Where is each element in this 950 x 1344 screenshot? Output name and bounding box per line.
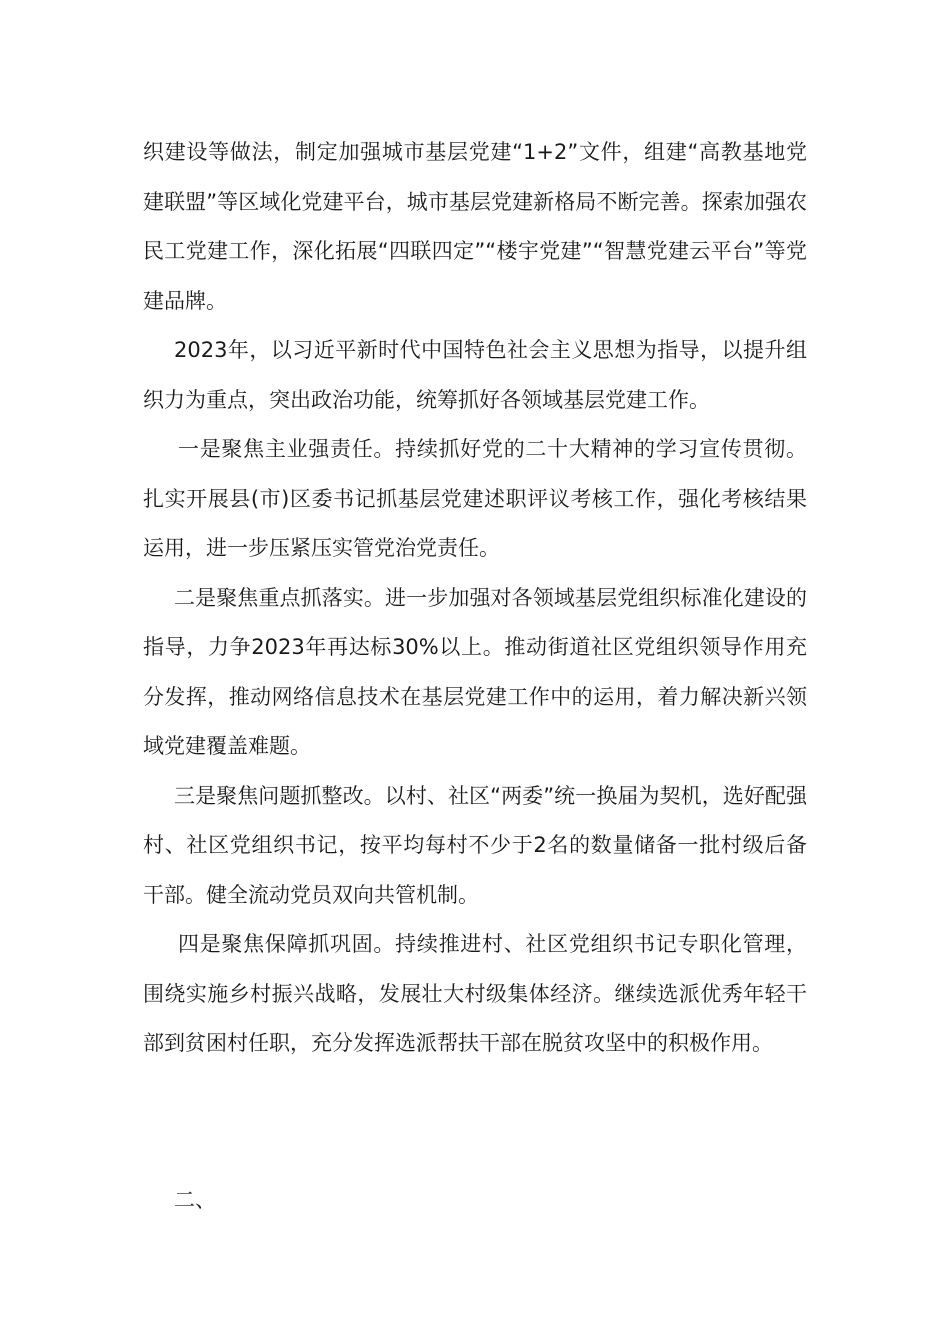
paragraph-point-three: 三是聚焦问题抓整改。以村、社区“两委”统一换届为契机，选好配强村、社区党组织书记，按平均每村不少于2名的数量储备一批村级后备干部。健全流动党员双向共管机制。 (143, 783, 807, 907)
paragraph-continued: 织建设等做法，制定加强城市基层党建“1+2”文件，组建“高教基地党建联盟”等区域化党建平台，城市基层党建新格局不断完善。探索加强农民工党建工作，深化拓展“四联四定”“楼宇党建”“智慧党建云平台”等党建品牌。 (143, 140, 807, 313)
paragraph-point-two: 二是聚焦重点抓落实。进一步加强对各领域基层党组织标准化建设的指导，力争2023年再达标30%以上。推动街道社区党组织领导作用充分发挥，推动网络信息技术在基层党建工作中的运用，着力解决新兴领域党建覆盖难题。 (143, 585, 807, 758)
paragraph-point-one: 一是聚焦主业强责任。持续抓好党的二十大精神的学习宣传贯彻。扎实开展县(市)区委书记抓基层党建述职评议考核工作，强化考核结果运用，进一步压紧压实管党治党责任。 (143, 437, 807, 560)
section-heading: 二、 (174, 1188, 216, 1212)
paragraph-2023-overview: 2023年，以习近平新时代中国特色社会主义思想为指导，以提升组织力为重点，突出政治功能，统筹抓好各领域基层党建工作。 (143, 338, 807, 412)
document-body (143, 128, 807, 1069)
paragraph-point-four: 四是聚焦保障抓巩固。持续推进村、社区党组织书记专职化管理，围绕实施乡村振兴战略，发展壮大村级集体经济。继续选派优秀年轻干部到贫困村任职，充分发挥选派帮扶干部在脱贫攻坚中的积极作用。 (143, 932, 807, 1055)
